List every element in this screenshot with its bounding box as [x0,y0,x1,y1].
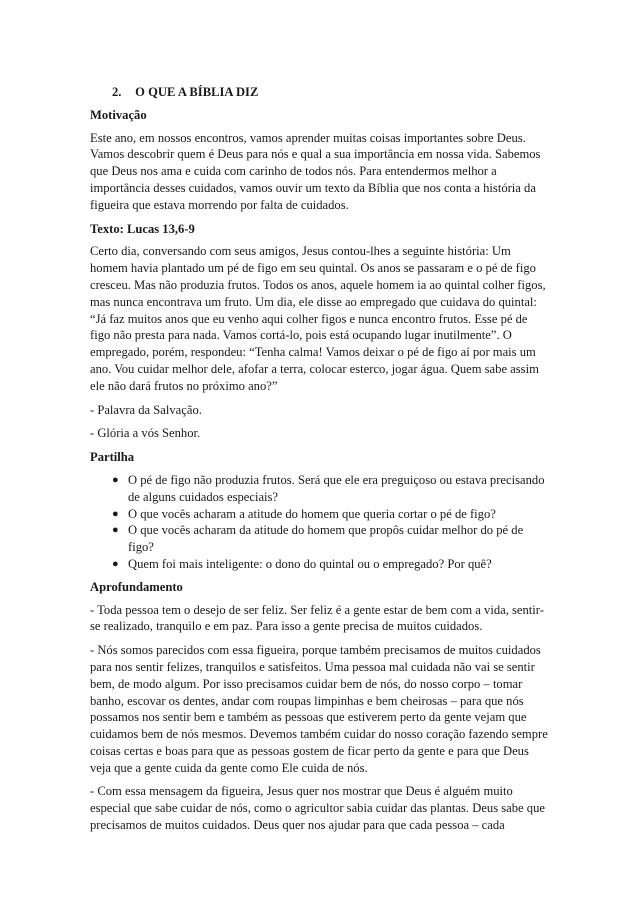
aprofundamento-paragraph: - Nós somos parecidos com essa figueira, porque também precisamos de muitos cuidados para nos sentir felizes, tranquilos e satisfeitos. Uma pessoa mal cuidada não vai se sentir bem, de modo algum. Por isso precisamos cuidar bem de nós, do nosso corpo – tomar banho, escovar os dentes, andar com roupas limpinhas e bem cheirosas – para que nós possamos nos sentir bem e também as pessoas que estiverem perto da gente vejam que cuidamos bem de nós mesmos. Devemos também cuidar do nosso coração fazendo sempre coisas certas e boas para que as pessoas gostem de ficar perto da gente e para que Deus veja que a gente cuida da gente como Ele cuida de nós. [90,643,548,775]
question-text: O que vocês acharam da atitude do homem que propôs cuidar melhor do pé de figo? [128,523,524,555]
bullet-icon: ● [112,557,119,570]
aprofundamento-paragraph: - Com essa mensagem da figueira, Jesus quer nos mostrar que Deus é alguém muito especial que sabe cuidar de nós, como o agricultor sabia cuidar das plantas. Deus sabe que precisamos de muitos cuidados. Deus quer nos ajudar para que cada pessoa – cada [90,784,545,833]
question-text: Quem foi mais inteligente: o dono do quintal ou o empregado? Por quê? [128,556,492,571]
aprofundamento-paragraph: - Toda pessoa tem o desejo de ser feliz. Ser feliz é a gente estar de bem com a vida, sentir-se realizado, tranquilo e em paz. Para isso a gente precisa de muitos cuidados. [90,602,544,634]
section-heading [112,84,550,101]
partilha-heading: Partilha [90,450,135,465]
list-item [112,556,550,573]
list-item [112,472,550,506]
question-text: O que vocês acharam a atitude do homem que queria cortar o pé de figo? [128,506,496,521]
question-text: O pé de figo não produzia frutos. Será que ele era preguiçoso ou estava precisando de alguns cuidados especiais? [128,472,545,504]
section-number: 2. [112,85,122,99]
list-item [112,506,550,523]
aprofundamento-heading: Aprofundamento [90,579,183,594]
document-page [90,84,550,841]
motivacao-heading: Motivação [90,107,147,122]
bullet-icon: ● [112,524,119,537]
response-palavra: - Palavra da Salvação. [90,402,202,417]
section-title: O QUE A BÍBLIA DIZ [135,85,259,99]
list-item [112,522,550,556]
bullet-icon: ● [112,507,119,520]
partilha-question-list [90,472,550,573]
bullet-icon: ● [112,473,119,486]
texto-paragraph: Certo dia, conversando com seus amigos, Jesus contou-lhes a seguinte história: Um homem havia plantado um pé de figo em seu quintal. Os anos se passaram e o pé de figo cresceu. Mas não produzia frutos. Todos os anos, aquele homem ia ao quintal colher figos, mas nunca encontrava um fruto. Um dia, ele disse ao empregado que cuidava do quintal: “Já faz muitos anos que eu venho aqui colher figos e nunca encontro frutos. Esse pé de figo não presta para nada. Vamos cortá-lo, pois está ocupando lugar inutilmente”. O empregado, porém, respondeu: “Tenha calma! Vamos deixar o pé de figo aí por mais um ano. Vou cuidar melhor dele, afofar a terra, colocar esterco, jogar água. Quem sabe assim ele não dará frutos no próximo ano?” [90,244,546,393]
texto-heading: Texto: Lucas 13,6-9 [90,221,195,236]
motivacao-paragraph: Este ano, em nossos encontros, vamos aprender muitas coisas importantes sobre Deus. Vamos descobrir quem é Deus para nós e qual a sua importância em nossa vida. Sabemos que Deus nos ama e cuida com carinho de todos nós. Para entendermos melhor a importância desses cuidados, vamos ouvir um texto da Bíblia que nos conta a história da figueira que estava morrendo por falta de cuidados. [90,130,541,212]
response-gloria: - Glória a vós Senhor. [90,426,201,441]
